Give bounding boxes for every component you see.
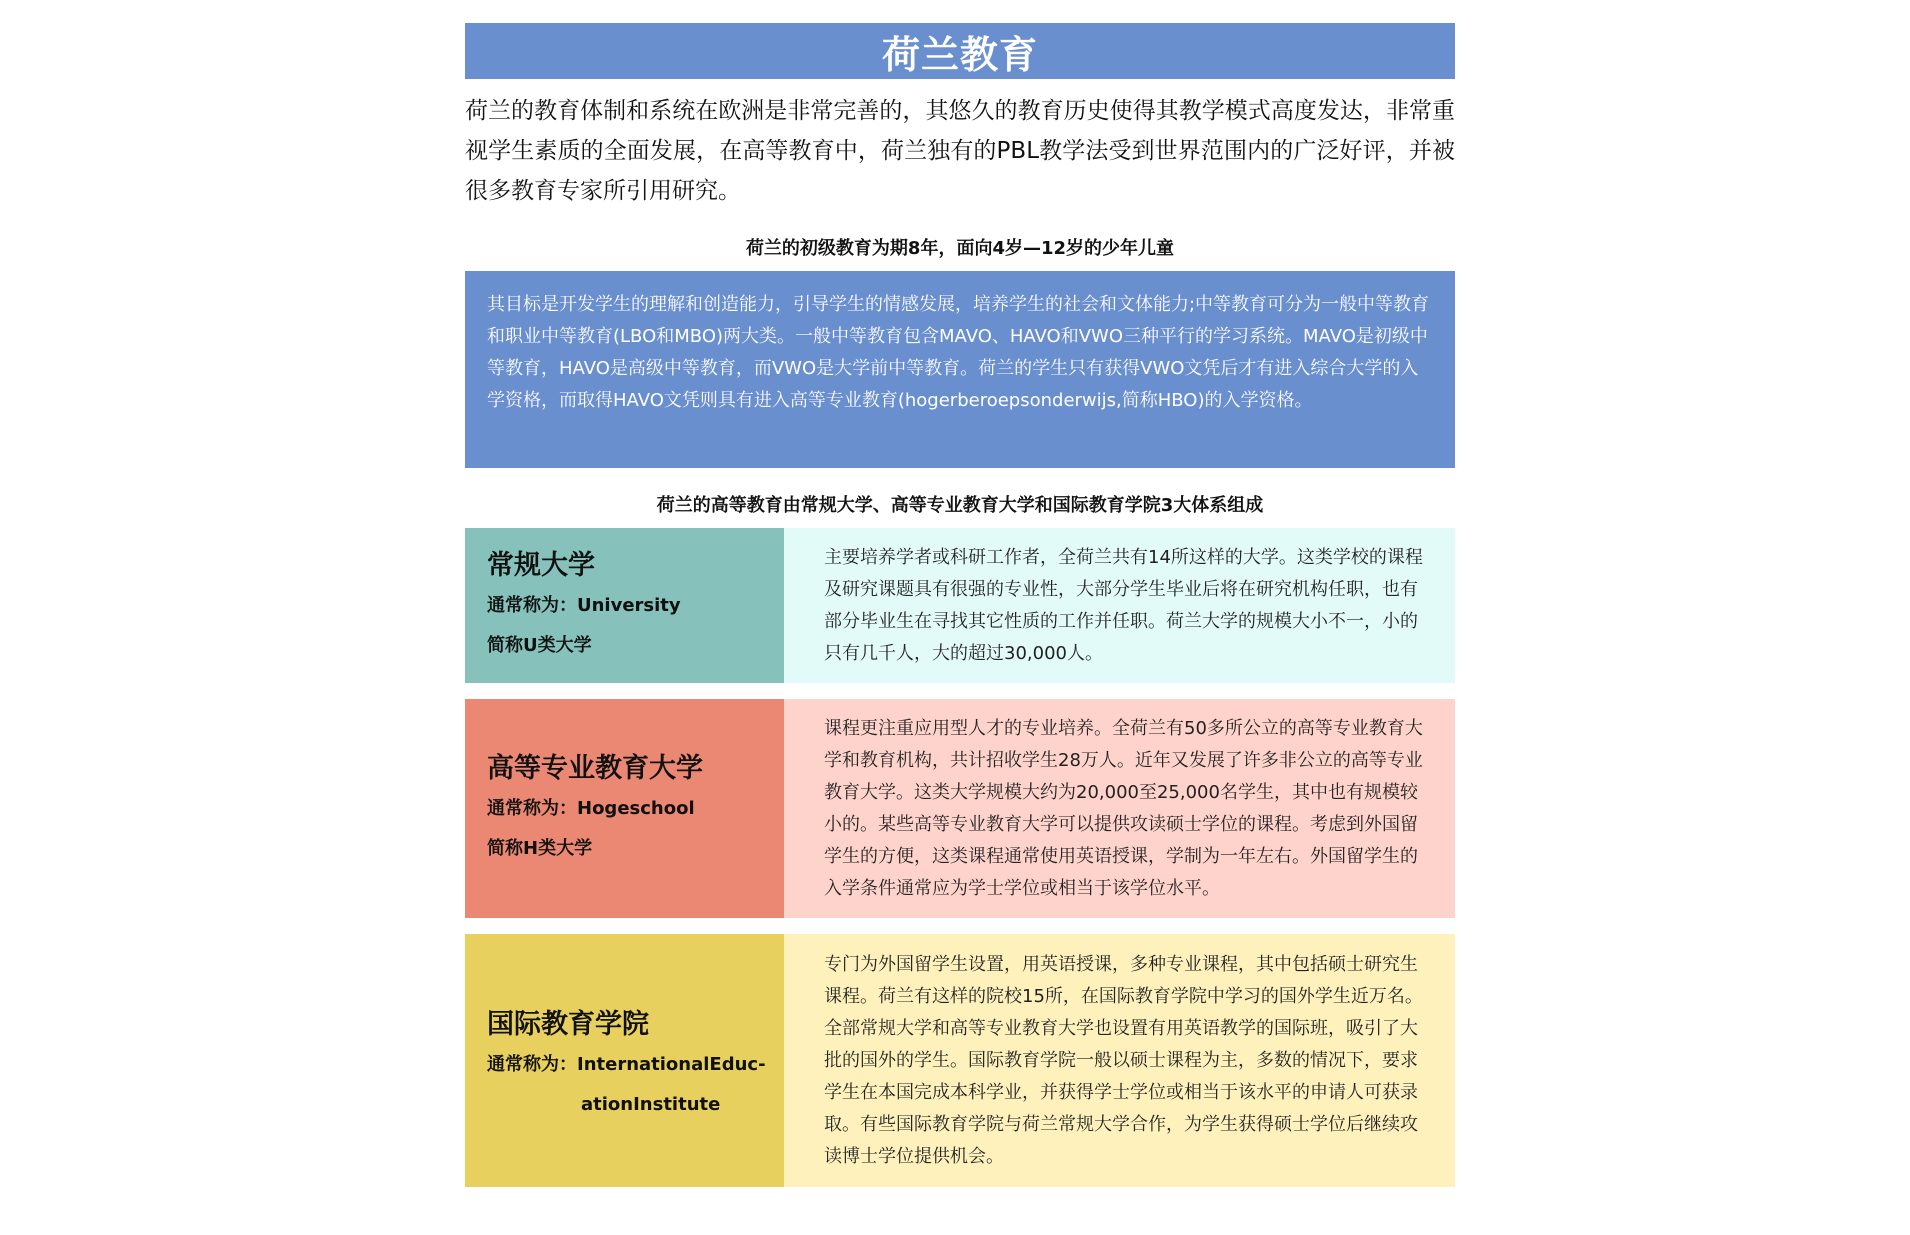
international-institute-label-panel: [465, 934, 784, 1187]
hogeschool-row: [465, 699, 1455, 918]
hogeschool-description-panel: [784, 699, 1455, 918]
primary-education-heading: 荷兰的初级教育为期8年，面向4岁—12岁的少年儿童: [745, 238, 1175, 259]
page-title: 荷兰教育: [881, 32, 1038, 77]
page-content: [465, 23, 1455, 1187]
university-alias: 通常称为：University: [487, 594, 681, 616]
university-short-name: 简称U类大学: [487, 634, 592, 656]
international-institute-description-panel: [784, 934, 1455, 1187]
hogeschool-label-panel: [465, 699, 784, 918]
international-institute-row: [465, 934, 1455, 1187]
university-name: 常规大学: [487, 549, 595, 581]
higher-education-heading: 荷兰的高等教育由常规大学、高等专业教育大学和国际教育学院3大体系组成: [656, 495, 1264, 516]
intro-paragraph: 荷兰的教育体制和系统在欧洲是非常完善的，其悠久的教育历史使得其教学模式高度发达，非常重视学生素质的全面发展，在高等教育中，荷兰独有的PBL教学法受到世界范围内的广泛好评，并被很多教育专家所引用研究。: [465, 98, 1455, 204]
hogeschool-short-name: 简称H类大学: [487, 837, 593, 859]
hogeschool-name: 高等专业教育大学: [487, 752, 703, 784]
university-description: 主要培养学者或科研工作者，全荷兰共有14所这样的大学。这类学校的课程及研究课题具有很强的专业性，大部分学生毕业后将在研究机构任职，也有部分毕业生在寻找其它性质的工作并任职。荷兰大学的规模大小不一，小的只有几千人，大的超过30,000人。: [824, 546, 1423, 664]
international-institute-alias: 通常称为：InternationalEduc-: [487, 1053, 766, 1075]
international-institute-name: 国际教育学院: [487, 1008, 649, 1040]
university-description-panel: [784, 528, 1455, 683]
primary-education-description: 其目标是开发学生的理解和创造能力，引导学生的情感发展，培养学生的社会和文体能力;中等教育可分为一般中等教育和职业中等教育(LBO和MBO)两大类。一般中等教育包含MAVO、HAVO和VWO三种平行的学习系统。MAVO是初级中等教育，HAVO是高级中等教育，而VWO是大学前中等教育。荷兰的学生只有获得VWO文凭后才有进入综合大学的入学资格，而取得HAVO文凭则具有进入高等专业教育(hogerberoepsonderwijs,简称HBO)的入学资格。: [465, 271, 1455, 468]
international-institute-description: 专门为外国留学生设置，用英语授课，多种专业课程，其中包括硕士研究生课程。荷兰有这样的院校15所，在国际教育学院中学习的国外学生近万名。全部常规大学和高等专业教育大学也设置有用英语教学的国际班，吸引了大批的国外的学生。国际教育学院一般以硕士课程为主，多数的情况下，要求学生在本国完成本科学业，并获得学士学位或相当于该水平的申请人可获录取。有些国际教育学院与荷兰常规大学合作，为学生获得硕士学位后继续攻读博士学位提供机会。: [824, 953, 1423, 1167]
university-label-panel: [465, 528, 784, 683]
hogeschool-description: 课程更注重应用型人才的专业培养。全荷兰有50多所公立的高等专业教育大学和教育机构，共计招收学生28万人。近年又发展了许多非公立的高等专业教育大学。这类大学规模大约为20,000至25,000名学生，其中也有规模较小的。某些高等专业教育大学可以提供攻读硕士学位的课程。考虑到外国留学生的方便，这类课程通常使用英语授课，学制为一年左右。外国留学生的入学条件通常应为学士学位或相当于该学位水平。: [824, 717, 1423, 899]
page-title-banner: [465, 23, 1455, 79]
university-row: [465, 528, 1455, 683]
international-institute-alias-continued: ationInstitute: [581, 1093, 721, 1115]
hogeschool-alias: 通常称为：Hogeschool: [487, 797, 695, 819]
